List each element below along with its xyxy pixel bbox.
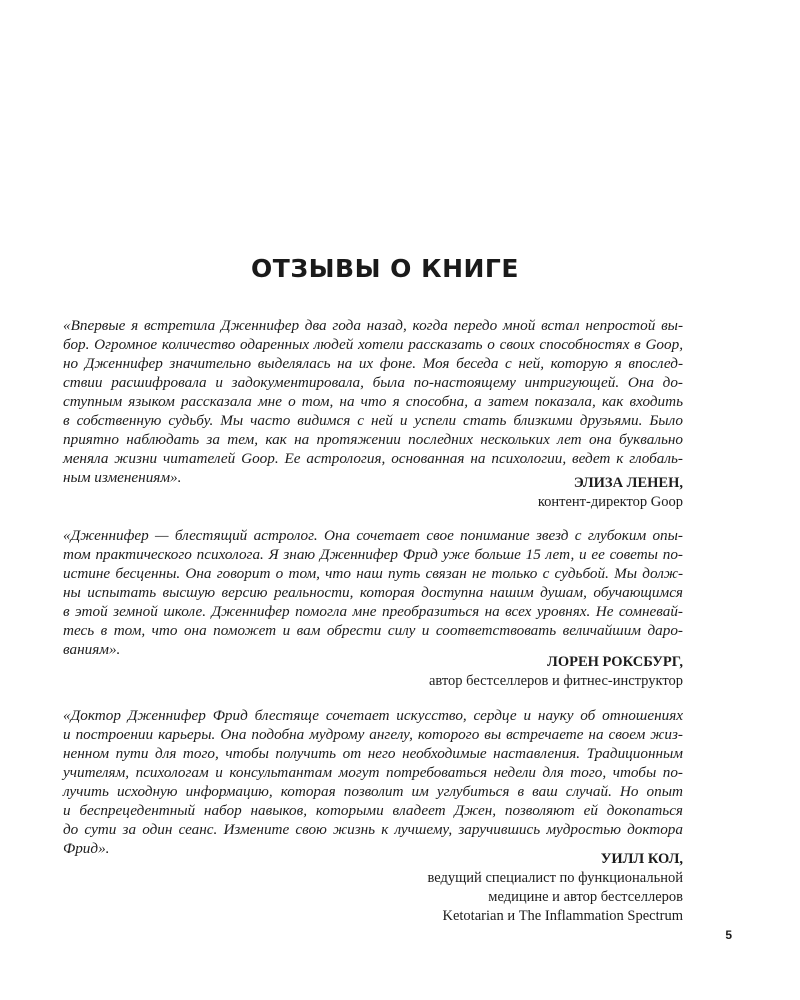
quote-line: ступным языком рассказала мне о том, на что я способна, а затем показала, как входить [63, 393, 683, 410]
quote-line: в собственную судьбу. Мы часто видимся с ней и успели стать близкими друзьями. Было [63, 412, 683, 429]
quote-line: лучить исходную информацию, которая позволит им углубиться в ваш случай. Но опыт [63, 783, 683, 800]
quote-line: и построении карьеры. Она подобна мудрому ангелу, которого вы встречаете на своем жиз- [63, 726, 683, 743]
quote-line: ненном пути для того, чтобы получить от него необходимые наставления. Традиционным [63, 745, 683, 762]
review-quote-3 [63, 706, 683, 858]
review-signature-3 [63, 850, 683, 926]
quote-line: «Впервые я встретила Дженнифер два года назад, когда передо мной встал непростой вы- [63, 317, 683, 334]
review-author: ЛОРЕН РОКСБУРГ, [547, 654, 683, 670]
page-number: 5 [725, 928, 732, 942]
quote-line: ваниям». [63, 641, 121, 658]
review-signature-1 [63, 474, 683, 512]
quote-line: приятно наблюдать за тем, как на протяжении последних нескольких лет она буквально [63, 431, 683, 448]
quote-line: бор. Огромное количество одаренных людей хотели рассказать о своих способностях в Goop, [63, 336, 683, 353]
quote-line: ствии расшифровала и задокументировала, была по-настоящему интригующей. Она до- [63, 374, 683, 391]
quote-line: но Дженнифер значительно выделялась на их фоне. Моя беседа с ней, которую я впослед- [63, 355, 683, 372]
review-author-role: ведущий специалист по функциональной [427, 870, 683, 886]
quote-line: ны испытать высшую версию реальности, которая доступна нашим душам, обучающимся [63, 584, 683, 601]
review-author: УИЛЛ КОЛ, [600, 851, 683, 867]
review-signature-2 [63, 653, 683, 691]
quote-line: в этой земной школе. Дженнифер помогла мне преобразиться на всех уровнях. Не сомневай- [63, 603, 683, 620]
quote-line: до сути за один сеанс. Измените свою жизнь к лучшему, заручившись мудростью доктора [63, 821, 683, 838]
review-author-role: контент-директор Goop [537, 494, 683, 510]
quote-line: и беспрецедентный набор навыков, которыми владеет Джен, позволяют ей докопаться [63, 802, 683, 819]
quote-line: учителям, психологам и консультантам могут потребоваться недели для того, чтобы по- [63, 764, 683, 781]
quote-line: «Дженнифер — блестящий астролог. Она сочетает свое понимание звезд с глубоким опы- [63, 527, 683, 544]
quote-line: тесь в том, что она поможет и вам обрести силу и соответствовать величайшим даро- [63, 622, 683, 639]
review-author-role: автор бестселлеров и фитнес-инструктор [428, 673, 683, 689]
review-quote-2 [63, 526, 683, 659]
quote-line: том практического психолога. Я знаю Дженнифер Фрид уже больше 15 лет, и ее советы по- [63, 546, 683, 563]
quote-line: «Доктор Дженнифер Фрид блестяще сочетает искусство, сердце и науку об отношениях [63, 707, 683, 724]
review-author-role: Ketotarian и The Inflammation Spectrum [442, 908, 683, 924]
quote-line: ным изменениям». [63, 469, 182, 486]
quote-line: Фрид». [63, 840, 110, 857]
quote-line: меняла жизни читателей Goop. Ее астрология, основанная на психологии, ведет к глобаль- [63, 450, 683, 467]
review-quote-1 [63, 316, 683, 487]
quote-line: истине бесценны. Она говорит о том, что наш путь связан не только с судьбой. Мы долж- [63, 565, 683, 582]
review-author-role: медицине и автор бестселлеров [488, 889, 683, 905]
page-title: ОТЗЫВЫ О КНИГЕ [251, 254, 519, 283]
review-author: ЭЛИЗА ЛЕНЕН, [573, 475, 683, 491]
